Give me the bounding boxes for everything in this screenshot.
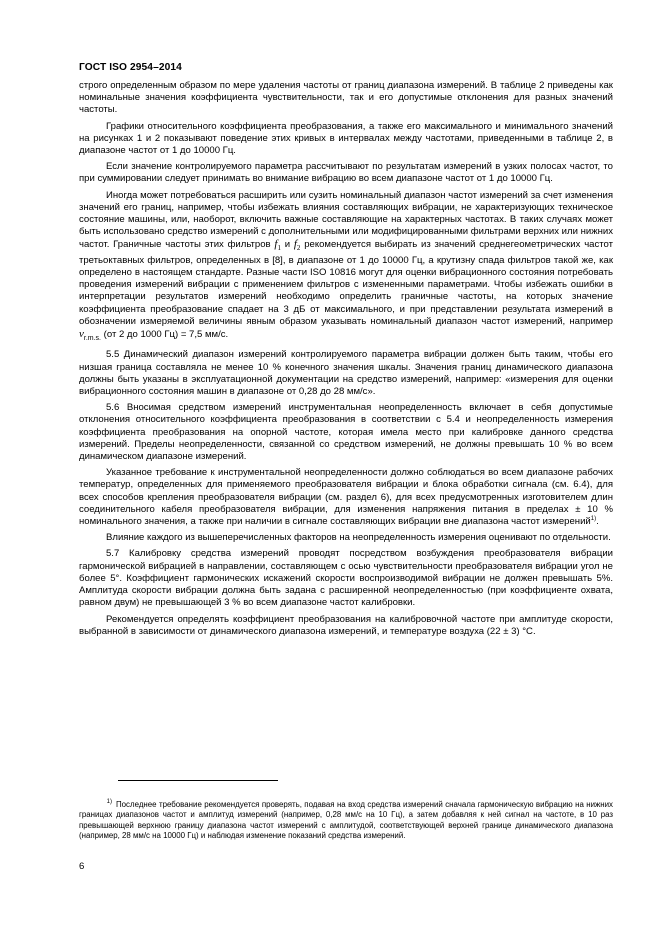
paragraph-5-5: 5.5 Динамический диапазон измерений контролируемого параметра вибрации должен быть таким, чтобы его низшая граница составляла не менее 10 % конечного значения шкалы. Значения границ динамического диапазона должны быть указаны в эксплуатационной документации на средство измерений, например: «измерения для оценки вибрационного состояния машин в диапазоне от 0,28 до 28 мм/с». [79, 349, 613, 398]
body-text [79, 80, 613, 642]
formula-f2: $f_2$ [293, 238, 301, 253]
paragraph-text: (от 2 до 1000 Гц) = 7,5 мм/с. [101, 329, 229, 341]
paragraph-requirement: Указанное требование к инструментальной неопределенности должно соблюдаться во всем диапазоне рабочих температур, определенных для применяемого преобразователя вибрации и блока обработки сигнала (см. 6.4), для всех способов крепления преобразователя вибрации (см. раздел 6), для всех предусмотренных изготовителем длин соединительного кабеля преобразователя вибрации, для изменения напряжения питания в пределах ± 10 % номинального значения, а также при наличии в сигнале составляющих вибрации вне диапазона частот измерений$^{1)}$. [79, 467, 613, 528]
paragraph-graphs: Графики относительного коэффициента преобразования, а также его максимального и минимального значений на рисунках 1 и 2 показывают поведение этих кривых в интервалах между частотами, приведенными в таблице 2, в диапазоне частот от 1 до 10000 Гц. [79, 120, 613, 157]
footnote-text: Последнее требование рекомендуется проверять, подавая на вход средства измерений сначала гармоническую вибрацию на нижних границах диапазонов частот и амплитуд измерений (например, 0,28 мм/с на 10 Гц), а затем добавляя к ней сигнал на частоте, в 10 раз превышающей верхнюю границу диапазона частот измерений с амплитудой, соответствующей верхней границе динамического диапазона (например, 28 мм/с на 10000 Гц) и наблюдая изменение показаний средства измерений. [79, 800, 613, 841]
formula-v-rms: $v_{r.m.s.}$ [79, 328, 102, 343]
paragraph-5-6: 5.6 Вносимая средством измерений инструментальная неопределенность включает в себя допустимые отклонения относительного коэффициента преобразования в соответствии с 5.4 и неопределенность измерения коэффициента преобразования на опорной частоте, которая имела место при калибровке данного средства измерений. Пределы неопределенности, связанной со средством измерений, не должны превышать 10 % во всем динамическом диапазоне измерений. [79, 402, 613, 463]
footnote: 1) Последнее требование рекомендуется проверять, подавая на вход средства измерений сначала гармоническую вибрацию на нижних границах диапазонов частот и амплитуд измерений (например, 0,28 мм/с на 10 Гц), а затем добавляя к ней сигнал на частоте, в 10 раз превышающей верхнюю границу диапазона частот измерений с амплитудой, соответствующей верхней границе динамического диапазона (например, 28 мм/с на 10000 Гц) и наблюдая изменение показаний средства измерений. [79, 799, 613, 841]
formula-f1: $f_1$ [274, 238, 281, 253]
paragraph-frequency-range: Иногда может потребоваться расширить или сузить номинальный диапазон частот измерений за счет изменения значений его границ, например, чтобы избежать влияния составляющих вибрации, не характеризующих техническое состояние машины, или, наоборот, включить важные составляющие на характерных частотах. В таких случаях может быть использовано средство измерений с дополнительными или модифицированными фильтрами верхних или нижних частот. Граничные частоты этих фильтров $f_1$ и $f_2$ рекомендуется выбирать из значений среднегеометрических частот третьоктавных фильтров, определенных в [8], в диапазоне от 1 до 10000 Гц, а крутизну спада фильтров такой же, как определено в настоящем стандарте. Разные части ISO 10816 могут для оценки вибрационного состояния потребовать проведения измерений вибрации с применением фильтров с измененными параметрами. Чтобы избежать ошибки в интерпретации результатов измерений необходимо определить граничные частоты, на которых значение коэффициента преобразование спадает на 3 дБ от максимального, и при представлении результата измерений в обозначении измеряемой величины явным образом указывать номинальный диапазон частот измерений, например $v_{r.m.s.}$ (от 2 до 1000 Гц) = 7,5 мм/с. [79, 189, 613, 343]
paragraph-text: Иногда может потребоваться расширить или сузить номинальный диапазон частот измерений за счет изменения значений его границ, например, чтобы избежать влияния составляющих вибрации, не характеризующих техническое состояние машины, или, наоборот, включить важные составляющие на характерных частотах. В таких случаях может быть использовано средство измерений с дополнительными или модифицированными фильтрами верхних или нижних частот. Граничные частоты этих фильтров [79, 189, 613, 251]
paragraph-recommendation: Рекомендуется определять коэффициент преобразования на калибровочной частоте при амплитуде скорости, выбранной в зависимости от динамического диапазона измерений, и температуре воздуха (22 ± 3) °С. [79, 613, 613, 637]
paragraph-5-7: 5.7 Калибровку средства измерений проводят посредством возбуждения преобразователя вибрации гармонической вибрацией в направлении, составляющем с осью чувствительности преобразователя вибрации угол не более 5°. Коэффициент гармонических искажений скорости воспроизводимой вибрации не должен превышать 5%. Амплитуда скорости вибрации должна быть задана с расширенной неопределенностью (при коэффициенте охвата, равном двум) не превышающей 3 % во всем диапазоне частот калибровки. [79, 548, 613, 609]
paragraph-continuation: строго определенным образом по мере удаления частоты от границ диапазона измерений. В таблице 2 приведены как номинальные значения коэффициента чувствительности, так и его допустимые отклонения для разных значений частоты. [79, 80, 613, 116]
footnote-divider [118, 780, 278, 781]
page-number: 6 [79, 861, 85, 872]
paragraph-influence: Влияние каждого из вышеперечисленных факторов на неопределенность измерения оценивают по отдельности. [106, 532, 611, 544]
paragraph-narrow-bands: Если значение контролируемого параметра рассчитывают по результатам измерений в узких полосах частот, то при суммировании следует принимать во внимание вибрацию во всем диапазоне частот от 1 до 10000 Гц. [79, 161, 613, 185]
footnote-reference[interactable]: 1) [590, 515, 597, 522]
paragraph-text: рекомендуется выбирать из значений среднегеометрических частот третьоктавных фильтров, определенных в [8], в диапазоне от 1 до 10000 Гц, а крутизну спада фильтров такой же, как определено в настоящем стандарте. Разные части ISO 10816 могут для оценки вибрационного состояния потребовать проведения измерений вибрации с применением фильтров с измененными параметрами. Чтобы избежать ошибки в интерпретации результатов измерений необходимо определить граничные частоты, на которых значение коэффициента преобразование спадает на 3 дБ от максимального, и при представлении результата измерений в обозначении измеряемой величины явным образом указывать номинальный диапазон частот измерений, например [79, 239, 613, 327]
document-header: ГОСТ ISO 2954–2014 [79, 62, 182, 73]
